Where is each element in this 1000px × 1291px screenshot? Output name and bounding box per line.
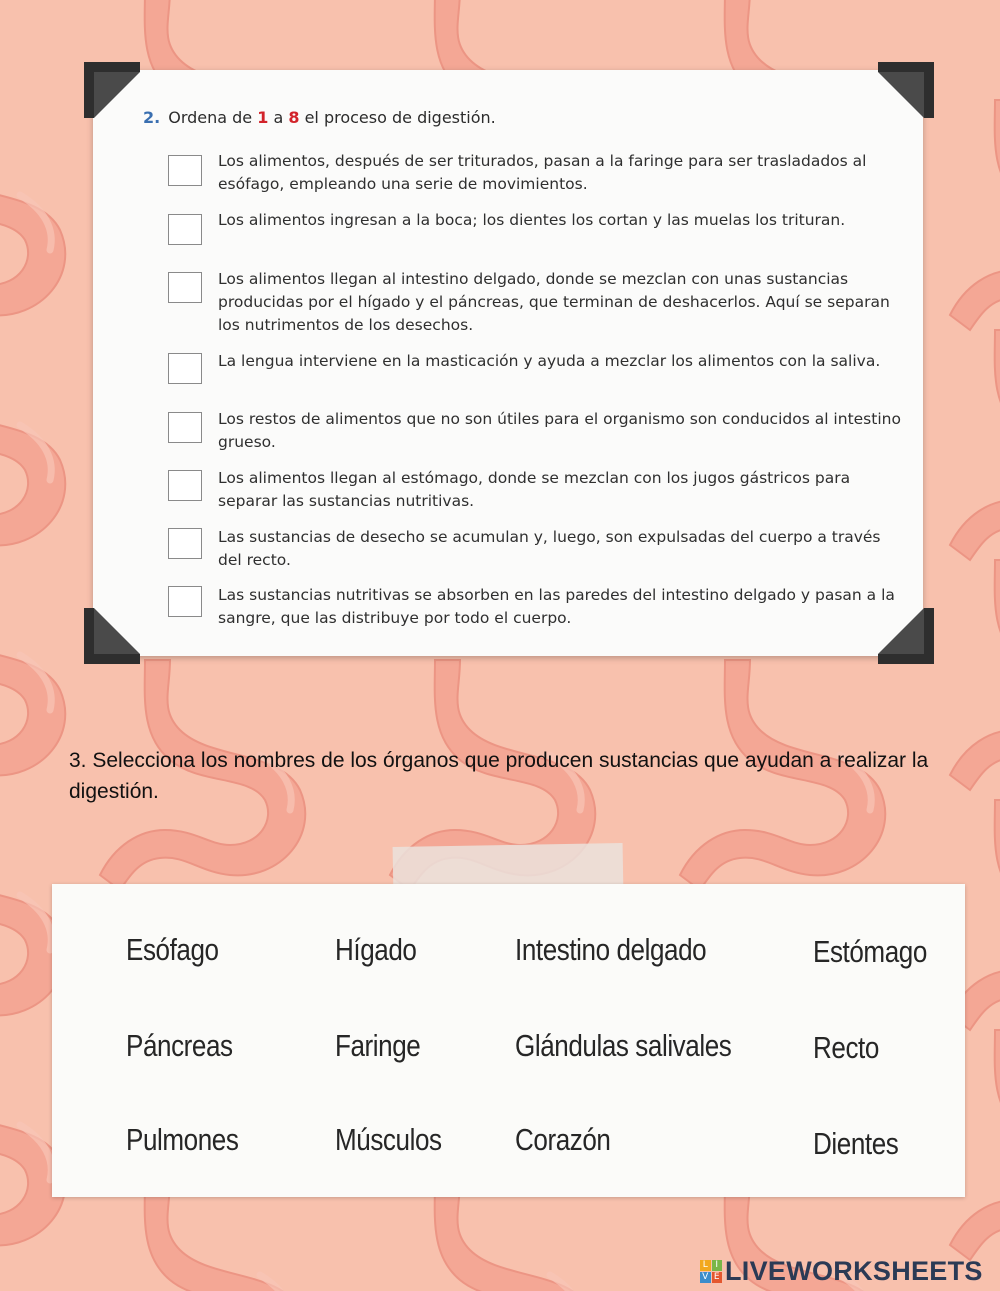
logo-letter: V — [700, 1272, 711, 1283]
organ-option[interactable]: Pulmones — [126, 1122, 239, 1157]
logo-letter: E — [712, 1272, 723, 1283]
ordering-item-text: Los alimentos llegan al estómago, donde se mezclan con los jugos gástricos para separar las sustancias nutritivas. — [218, 469, 851, 510]
organ-option[interactable]: Estómago — [813, 934, 927, 969]
organ-option[interactable]: Hígado — [335, 932, 417, 967]
organ-option[interactable]: Faringe — [335, 1028, 421, 1063]
order-input-box[interactable] — [168, 586, 202, 617]
organs-card — [52, 884, 965, 1197]
question-2-title — [143, 108, 496, 127]
order-input-box[interactable] — [168, 353, 202, 384]
title-text-mid: a — [268, 108, 289, 127]
ordering-item-text: Las sustancias nutritivas se absorben en las paredes del intestino delgado y pasan a la sangre, que las distribuye por todo el cuerpo. — [218, 586, 895, 627]
logo-letter: L — [700, 1260, 711, 1271]
logo-letter: I — [712, 1260, 723, 1271]
order-input-box[interactable] — [168, 214, 202, 245]
photo-corner-top-left — [84, 62, 140, 118]
order-input-box[interactable] — [168, 272, 202, 303]
ordering-item-text: La lengua interviene en la masticación y ayuda a mezclar los alimentos con la saliva. — [218, 352, 881, 370]
organ-option[interactable]: Glándulas salivales — [515, 1028, 732, 1063]
question-3-text: 3. Selecciona los nombres de los órganos que producen sustancias que ayudan a realizar la digestión. — [69, 749, 929, 803]
order-input-box[interactable] — [168, 412, 202, 443]
organ-option[interactable]: Esófago — [126, 932, 219, 967]
organ-option[interactable]: Corazón — [515, 1122, 611, 1157]
organ-option[interactable]: Intestino delgado — [515, 932, 707, 967]
order-input-box[interactable] — [168, 470, 202, 501]
number-one: 1 — [257, 108, 269, 127]
question-2-number: 2. — [143, 108, 161, 127]
ordering-item-text: Las sustancias de desecho se acumulan y, luego, son expulsadas del cuerpo a través del recto. — [218, 528, 881, 569]
brand-name: LIVEWORKSHEETS — [725, 1255, 983, 1286]
organ-option[interactable]: Páncreas — [126, 1028, 233, 1063]
ordering-item-text: Los restos de alimentos que no son útiles para el organismo son conducidos al intestino grueso. — [218, 410, 901, 451]
order-input-box[interactable] — [168, 528, 202, 559]
organ-option[interactable]: Dientes — [813, 1126, 899, 1161]
organ-option[interactable]: Recto — [813, 1030, 879, 1065]
photo-corner-bottom-left — [84, 608, 140, 664]
ordering-item-text: Los alimentos, después de ser triturados, pasan a la faringe para ser trasladados al esófago, empleando una serie de movimientos. — [218, 152, 867, 193]
liveworksheets-brand[interactable] — [700, 1256, 983, 1286]
number-eight: 8 — [288, 108, 300, 127]
order-input-box[interactable] — [168, 155, 202, 186]
title-text-pre: Ordena de — [168, 108, 258, 127]
organ-option[interactable]: Músculos — [335, 1122, 442, 1157]
liveworksheets-logo-icon — [700, 1260, 722, 1282]
ordering-item-text: Los alimentos ingresan a la boca; los dientes los cortan y las muelas los trituran. — [218, 211, 846, 229]
photo-corner-top-right — [878, 62, 934, 118]
ordering-item-text: Los alimentos llegan al intestino delgado, donde se mezclan con unas sustancias producidas por el hígado y el páncreas, que terminan de deshacerlos. Aquí se separan los nutrimentos de los desechos. — [218, 270, 890, 334]
title-text-post: el proceso de digestión. — [299, 108, 496, 127]
